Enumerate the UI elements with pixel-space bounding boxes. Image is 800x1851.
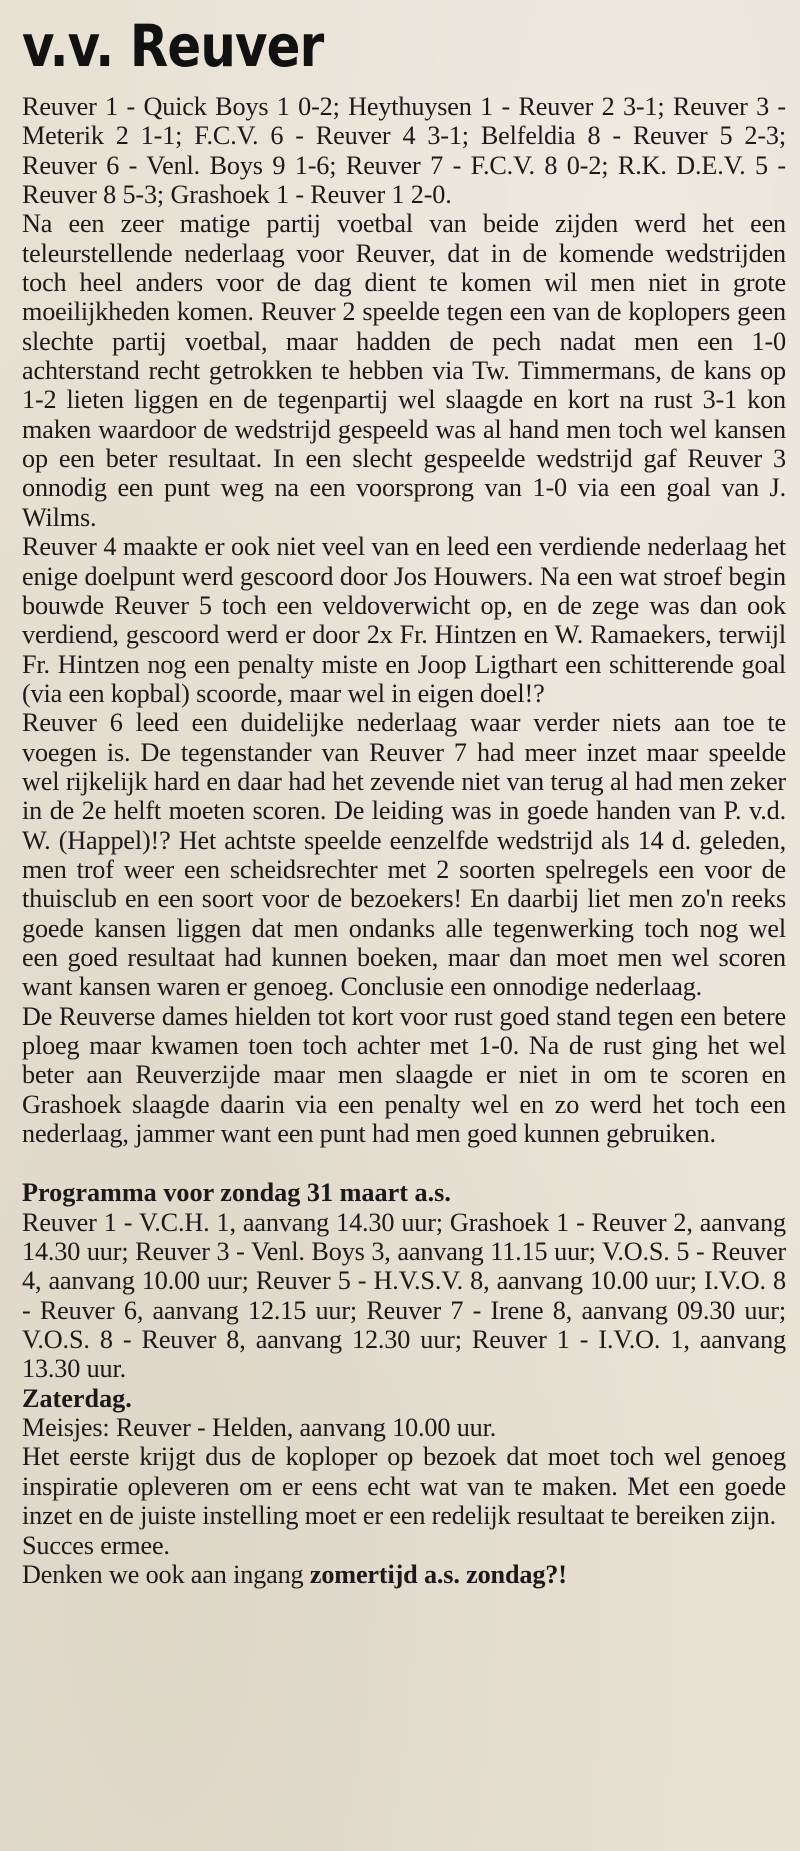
- saturday-schedule: Meisjes: Reuver - Helden, aanvang 10.00 uur.: [22, 1413, 497, 1443]
- final-line-prefix: Denken we ook aan ingang: [22, 1559, 310, 1589]
- success-line: Succes ermee.: [22, 1530, 170, 1560]
- closing-paragraph: Het eerste krijgt dus de koploper op bezoek dat moet toch wel genoeg inspiratie opleveren om er eens echt wat van te maken. Met een goede inzet en de juiste instelling moet er een redelijk resultaat te bereiken zijn.: [22, 1442, 786, 1531]
- report-paragraph-4: De Reuverse dames hielden tot kort voor rust goed stand tegen een betere ploeg maar kwamen toen toch achter met 1-0. Na de rust ging het wel beter aan Reuverzijde maar men slaagde er niet in om te scoren en Grashoek slaagde daarin via een penalty wel en zo werd het toch een nederlaag, jammer want een punt had men goed kunnen gebruiken.: [22, 1001, 786, 1149]
- report-paragraph-3: Reuver 6 leed een duidelijke nederlaag waar verder niets aan toe te voegen is. De tegenstander van Reuver 7 had meer inzet maar speelde wel rijkelijk hard en daar had het zevende niet van terug al had men zeker in de 2e helft moeten scoren. De leiding was in goede handen van P. v.d. W. (Happel)!? Het achtste speelde eenzelfde wedstrijd als 14 d. geleden, men trof weer een scheidsrechter met 2 soorten spelregels een voor de thuisclub en een soort voor de bezoekers! En daarbij liet men zo'n reeks goede kansen liggen dat men ondanks alle tegenwerking toch nog wel een goed resultaat had kunnen boeken, maar dan moet men wel scoren want kansen waren er genoeg. Conclusie een onnodige nederlaag.: [22, 708, 786, 1002]
- match-results: Reuver 1 - Quick Boys 1 0-2; Heythuysen 1 - Reuver 2 3-1; Reuver 3 - Meterik 2 1-1; F.C.V. 6 - Reuver 4 3-1; Belfeldia 8 - Reuver 5 2-3; Reuver 6 - Venl. Boys 9 1-6; Reuver 7 - F.C.V. 8 0-2; R.K. D.E.V. 5 - Reuver 8 5-3; Grashoek 1 - Reuver 1 2-0.: [22, 92, 786, 210]
- saturday-heading: Zaterdag.: [22, 1383, 132, 1413]
- report-paragraph-1: Na een zeer matige partij voetbal van beide zijden werd het een teleurstellende nederlaag voor Reuver, dat in de komende wedstrijden toch heel anders voor de dag dient te komen wil men niet in grote moeilijkheden komen. Reuver 2 speelde tegen een van de koplopers geen slechte partij voetbal, maar hadden de pech nadat men een 1-0 achterstand recht getrokken te hebben via Tw. Timmermans, de kans op 1-2 lieten liggen en de tegenpartij wel slaagde en kort na rust 3-1 kon maken waardoor de wedstrijd gespeeld was al hand men toch wel kansen op een beter resultaat. In een slecht gespeelde wedstrijd gaf Reuver 3 onnodig een punt weg na een voorsprong van 1-0 via een goal van J. Wilms.: [22, 209, 786, 532]
- article-title: v.v. Reuver: [22, 12, 324, 80]
- final-line: [22, 1560, 786, 1589]
- final-line-emphasis: zomertijd a.s. zondag?!: [309, 1559, 567, 1589]
- program-heading: Programma voor zondag 31 maart a.s.: [22, 1178, 451, 1208]
- program-schedule: Reuver 1 - V.C.H. 1, aanvang 14.30 uur; Grashoek 1 - Reuver 2, aanvang 14.30 uur; Reuver 3 - Venl. Boys 3, aanvang 11.15 uur; V.O.S. 5 - Reuver 4, aanvang 10.00 uur; Reuver 5 - H.V.S.V. 8, aanvang 10.00 uur; I.V.O. 8 - Reuver 6, aanvang 12.15 uur; Reuver 7 - Irene 8, aanvang 09.30 uur; V.O.S. 8 - Reuver 8, aanvang 12.30 uur; Reuver 1 - I.V.O. 1, aanvang 13.30 uur.: [22, 1207, 786, 1384]
- report-paragraph-2: Reuver 4 maakte er ook niet veel van en leed een verdiende nederlaag het enige doelpunt werd gescoord door Jos Houwers. Na een wat stroef begin bouwde Reuver 5 toch een veldoverwicht op, en de zege was dan ook verdiend, gescoord werd er door 2x Fr. Hintzen en W. Ramaekers, terwijl Fr. Hintzen nog een penalty miste en Joop Ligthart een schitterende goal (via een kopbal) scoorde, maar wel in eigen doel!?: [22, 532, 786, 708]
